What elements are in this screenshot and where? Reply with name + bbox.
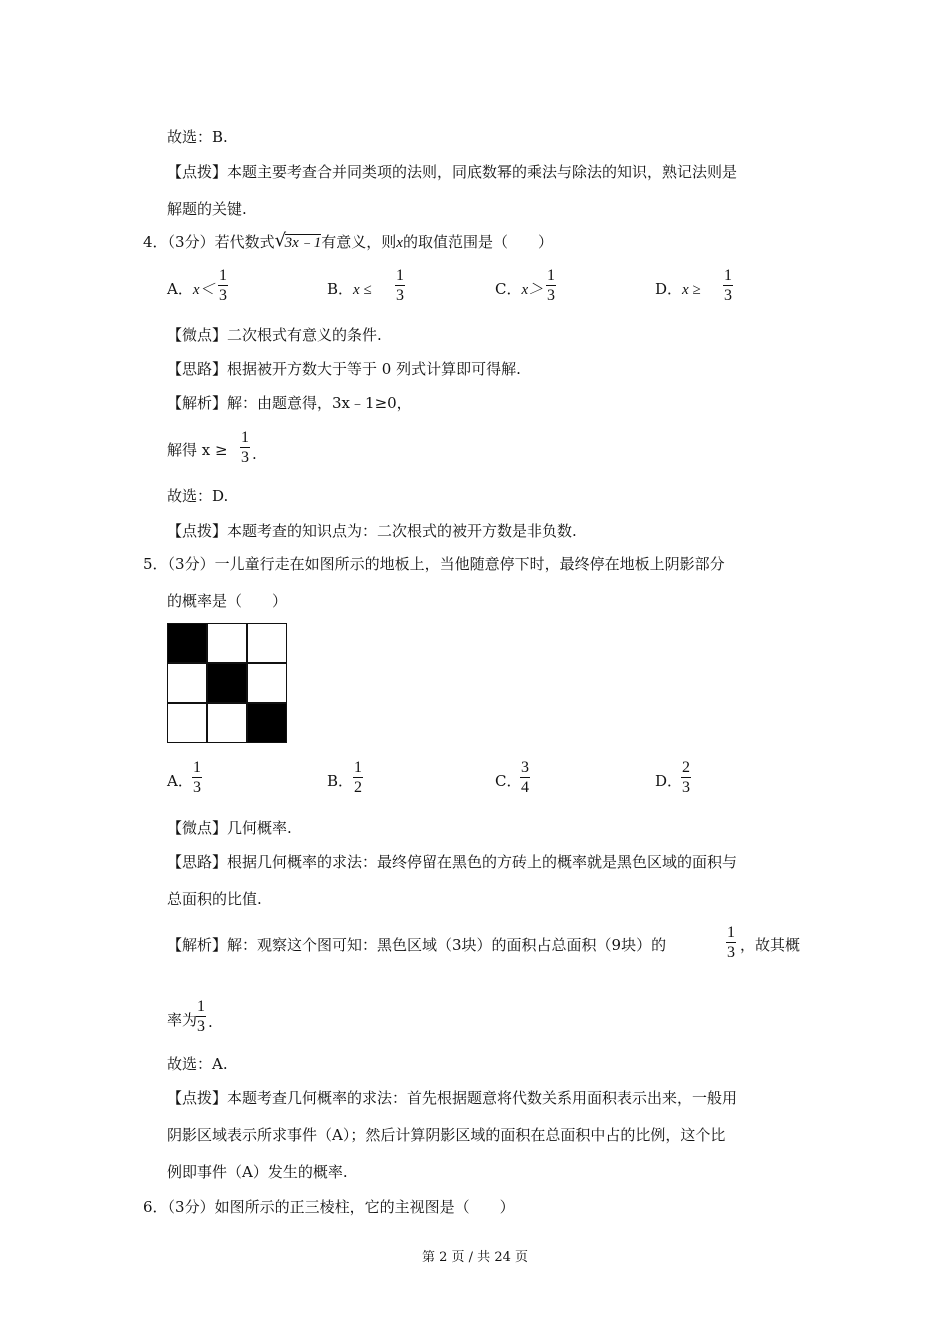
fraction-numerator: 2 xyxy=(682,759,690,776)
choice-relation: x ≤ xyxy=(353,282,372,298)
choice-label: C． xyxy=(495,772,522,790)
fraction-numerator: 1 xyxy=(724,267,732,284)
q4-analysis-tag: 【解析】 xyxy=(167,394,228,412)
q4-choice-a xyxy=(167,279,215,300)
q3-comment-line1 xyxy=(167,162,737,182)
q3-comment-text: 本题主要考查合并同类项的法则，同底数幂的乘法与除法的知识，熟记法则是 xyxy=(227,163,738,181)
q4-choice-b-fraction xyxy=(395,268,405,304)
q5-stem-line1 xyxy=(143,554,725,574)
fraction-denominator: 3 xyxy=(197,1018,205,1035)
q5-choice-b xyxy=(327,771,353,791)
grid-cell-black xyxy=(247,703,287,743)
fraction-numerator: 1 xyxy=(727,924,735,941)
grid-cell-black xyxy=(207,663,247,703)
q5-analysis-tag: 【解析】 xyxy=(167,936,228,954)
q4-choice-d-fraction xyxy=(723,268,733,304)
fraction-numerator: 1 xyxy=(547,267,555,284)
q5-point-tag: 【微点】 xyxy=(167,819,228,837)
q4-idea-tag: 【思路】 xyxy=(167,360,228,378)
q5-idea-line2: 总面积的比值. xyxy=(167,890,262,908)
fraction-denominator: 3 xyxy=(219,287,227,304)
q4-point-tag: 【微点】 xyxy=(167,326,228,344)
fraction-numerator: 1 xyxy=(241,429,249,446)
grid-cell-black xyxy=(167,623,207,663)
q4-var: x xyxy=(396,235,403,251)
q5-number: 5． xyxy=(143,555,168,573)
q5-choice-a xyxy=(167,771,193,791)
q4-choice-c xyxy=(495,279,543,300)
choice-label: C． xyxy=(495,280,522,298)
q5-stem-text: （3分）一儿童行走在如图所示的地板上，当他随意停下时，最终停在地板上阴影部分 xyxy=(167,555,725,573)
q5-point-text: 几何概率. xyxy=(227,819,292,837)
q5-analysis-line1-end: ，故其概 xyxy=(740,936,801,954)
q4-comment-text: 本题考查的知识点为：二次根式的被开方数是非负数. xyxy=(227,522,577,540)
grid-cell-white xyxy=(207,623,247,663)
q4-analysis-text: 解：由题意得，3x﹣1≥0， xyxy=(227,394,412,412)
fraction-numerator: 3 xyxy=(521,759,529,776)
q4-result xyxy=(167,440,228,460)
q5-floor-grid xyxy=(167,623,287,743)
fraction-denominator: 4 xyxy=(521,779,529,796)
q4-radicand: 3x﹣1 xyxy=(284,235,322,251)
q4-answer: 故选：D. xyxy=(167,487,229,505)
sqrt-icon: √ xyxy=(274,230,287,251)
choice-label: A． xyxy=(167,772,193,790)
q5-comment-line1 xyxy=(167,1088,737,1108)
fraction-denominator: 3 xyxy=(193,779,201,796)
fraction-denominator: 3 xyxy=(682,779,690,796)
grid-cell-white xyxy=(247,663,287,703)
q4-analysis xyxy=(167,393,412,413)
q5-comment-line3: 例即事件（A）发生的概率. xyxy=(167,1163,348,1181)
q5-choice-d xyxy=(655,771,682,791)
choice-label: D． xyxy=(655,280,683,298)
q6-stem xyxy=(143,1197,515,1217)
q5-idea-text: 根据几何概率的求法：最终停留在黑色的方砖上的概率就是黑色区域的面积与 xyxy=(227,853,738,871)
q5-answer: 故选：A. xyxy=(167,1055,228,1073)
q4-point xyxy=(167,325,382,345)
q4-idea-text: 根据被开方数大于等于 0 列式计算即可得解. xyxy=(227,360,521,378)
q5-analysis-line2-end: . xyxy=(208,1013,213,1031)
fraction-denominator: 3 xyxy=(547,287,555,304)
q4-result-fraction xyxy=(240,430,250,466)
q5-idea-line1 xyxy=(167,852,737,872)
fraction-denominator: 3 xyxy=(724,287,732,304)
q4-choice-b xyxy=(327,279,372,300)
choice-relation: x ≥ xyxy=(682,282,701,298)
choice-label: A． xyxy=(167,280,193,298)
grid-cell-white xyxy=(207,703,247,743)
q3-comment-tag: 【点拨】 xyxy=(167,163,228,181)
fraction-numerator: 1 xyxy=(396,267,404,284)
q4-choice-a-fraction xyxy=(218,268,228,304)
choice-label: D． xyxy=(655,772,683,790)
q5-analysis-line2-fraction xyxy=(196,999,206,1035)
q3-comment-line2: 解题的关键. xyxy=(167,200,247,218)
q4-score-lead: （3分）若代数式 xyxy=(167,233,275,251)
choice-label: B． xyxy=(327,772,354,790)
choice-relation: x＞ xyxy=(521,282,544,298)
q4-point-text: 二次根式有意义的条件. xyxy=(227,326,382,344)
q5-analysis-line1 xyxy=(167,935,666,955)
grid-cell-white xyxy=(247,623,287,663)
q4-sqrt xyxy=(275,232,322,253)
q6-stem-text: （3分）如图所示的正三棱柱，它的主视图是（ ） xyxy=(167,1198,515,1216)
fraction-numerator: 1 xyxy=(193,759,201,776)
q4-idea xyxy=(167,359,521,379)
q4-choice-c-fraction xyxy=(546,268,556,304)
q5-choice-a-fraction xyxy=(192,760,202,796)
q4-stem-end: 的取值范围是（ ） xyxy=(402,233,553,251)
q3-answer: 故选：B. xyxy=(167,128,228,146)
q5-analysis-fraction xyxy=(726,925,736,961)
q5-choice-d-fraction xyxy=(681,760,691,796)
fraction-denominator: 3 xyxy=(241,449,249,466)
q4-result-period: . xyxy=(252,445,257,463)
q5-analysis-text: 解：观察这个图可知：黑色区域（3块）的面积占总面积（9块）的 xyxy=(227,936,667,954)
q4-stem xyxy=(143,232,553,253)
q5-stem-line2: 的概率是（ ） xyxy=(167,592,288,610)
grid-cell-white xyxy=(167,703,207,743)
q5-comment-line2: 阴影区域表示所求事件（A）；然后计算阴影区域的面积在总面积中占的比例，这个比 xyxy=(167,1126,726,1144)
fraction-numerator: 1 xyxy=(354,759,362,776)
q4-result-prefix: 解得 x ≥ xyxy=(167,441,228,459)
q5-point xyxy=(167,818,292,838)
fraction-denominator: 3 xyxy=(396,287,404,304)
page-footer: 第 2 页 / 共 24 页 xyxy=(422,1250,528,1265)
q5-comment-tag: 【点拨】 xyxy=(167,1089,228,1107)
q5-choice-c-fraction xyxy=(520,760,530,796)
q6-number: 6． xyxy=(143,1198,168,1216)
q5-analysis-line2: 率为 xyxy=(167,1011,198,1029)
q4-comment xyxy=(167,521,577,541)
q5-idea-tag: 【思路】 xyxy=(167,853,228,871)
q4-number: 4． xyxy=(143,233,168,251)
q5-comment-text: 本题考查几何概率的求法：首先根据题意将代数关系用面积表示出来，一般用 xyxy=(227,1089,738,1107)
fraction-numerator: 1 xyxy=(219,267,227,284)
q4-comment-tag: 【点拨】 xyxy=(167,522,228,540)
fraction-numerator: 1 xyxy=(197,998,205,1015)
choice-relation: x＜ xyxy=(192,282,215,298)
fraction-denominator: 2 xyxy=(354,779,362,796)
choice-label: B． xyxy=(327,280,354,298)
grid-cell-white xyxy=(167,663,207,703)
fraction-denominator: 3 xyxy=(727,944,735,961)
q5-choice-c xyxy=(495,771,521,791)
q4-stem-rest: 有意义，则 xyxy=(321,233,397,251)
q5-choice-b-fraction xyxy=(353,760,363,796)
q4-choice-d xyxy=(655,279,701,300)
